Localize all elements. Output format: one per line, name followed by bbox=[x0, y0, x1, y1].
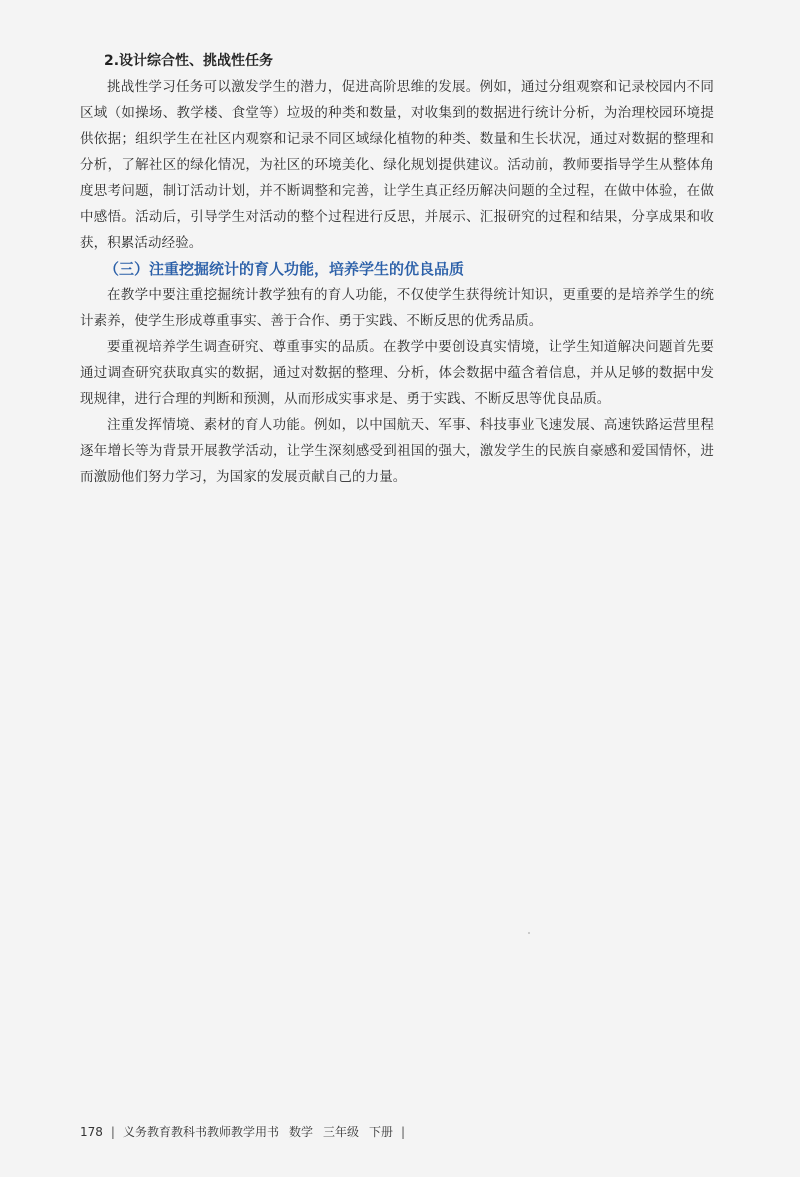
subheading: 2.设计综合性、挑战性任务 bbox=[104, 53, 274, 69]
page-content bbox=[80, 48, 714, 490]
page-number: 178 bbox=[80, 1125, 103, 1139]
footer-grade: 三年级 bbox=[322, 1125, 359, 1139]
scan-speck bbox=[528, 932, 530, 934]
paragraph-educational-function: 在教学中要注重挖掘统计教学独有的育人功能，不仅使学生获得统计知识，更重要的是培养学生的统计素养，使学生形成尊重事实、善于合作、勇于实践、不断反思的优秀品质。 bbox=[80, 287, 714, 329]
footer-subject: 数学 bbox=[288, 1125, 313, 1139]
footer-separator: | bbox=[110, 1125, 115, 1139]
footer-volume: 下册 bbox=[369, 1125, 394, 1139]
footer-separator-end: | bbox=[401, 1125, 406, 1139]
paragraph-context-materials: 注重发挥情境、素材的育人功能。例如，以中国航天、军事、科技事业飞速发展、高速铁路运营里程逐年增长等为背景开展教学活动，让学生深刻感受到祖国的强大，激发学生的民族自豪感和爱国情怀，进而激励他们努力学习，为国家的发展贡献自己的力量。 bbox=[80, 417, 714, 485]
paragraph-challenge-tasks: 挑战性学习任务可以激发学生的潜力，促进高阶思维的发展。例如，通过分组观察和记录校园内不同区域（如操场、教学楼、食堂等）垃圾的种类和数量，对收集到的数据进行统计分析，为治理校园环境提供依据；组织学生在社区内观察和记录不同区域绿化植物的种类、数量和生长状况，通过对数据的整理和分析，了解社区的绿化情况，为社区的环境美化、绿化规划提供建议。活动前，教师要指导学生从整体角度思考问题，制订活动计划，并不断调整和完善，让学生真正经历解决问题的全过程，在做中体验，在做中感悟。活动后，引导学生对活动的整个过程进行反思，并展示、汇报研究的过程和结果，分享成果和收获，积累活动经验。 bbox=[80, 79, 714, 251]
page-footer bbox=[80, 1122, 413, 1142]
section-heading: （三）注重挖掘统计的育人功能，培养学生的优良品质 bbox=[104, 260, 465, 278]
paragraph-investigation-quality: 要重视培养学生调查研究、尊重事实的品质。在教学中要创设真实情境，让学生知道解决问题首先要通过调查研究获取真实的数据，通过对数据的整理、分析，体会数据中蕴含着信息，并从足够的数据中发现规律，进行合理的判断和预测，从而形成实事求是、勇于实践、不断反思等优良品质。 bbox=[80, 339, 714, 407]
footer-book-title: 义务教育教科书教师教学用书 bbox=[122, 1125, 279, 1139]
